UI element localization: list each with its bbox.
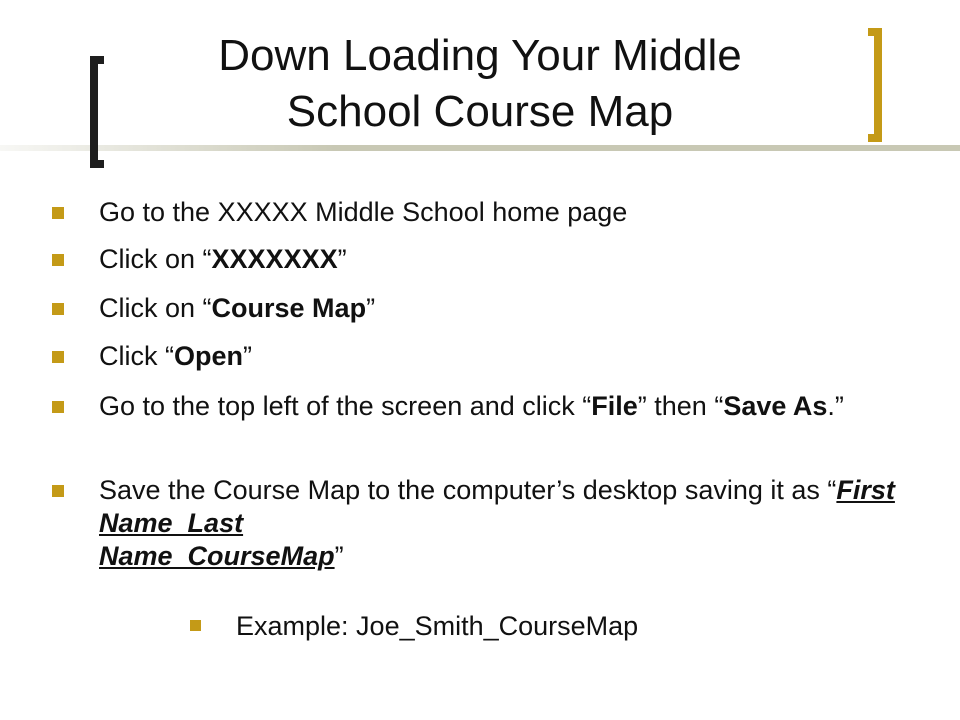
slide-title-line-2: School Course Map bbox=[286, 87, 674, 136]
filename-emphasis-line-1: First Name_Last bbox=[99, 475, 895, 538]
bullet-bold-text: Course Map bbox=[211, 293, 367, 323]
bullet-text: Save the Course Map to the computer’s desktop saving it as “First Name_Last Name_CourseMap” bbox=[99, 475, 895, 571]
bullet-square-icon bbox=[52, 485, 64, 497]
bullet-square-icon bbox=[52, 207, 64, 219]
bullet-text: Click on “Course Map” bbox=[99, 293, 376, 323]
filename-emphasis-line-2: Name_CourseMap bbox=[99, 541, 335, 571]
slide-title bbox=[110, 28, 850, 140]
sub-bullet-text: Example: Joe_Smith_CourseMap bbox=[236, 611, 639, 641]
bullet-text: Go to the top left of the screen and click “File” then “Save As.” bbox=[99, 391, 844, 421]
bullet-bold-text: File bbox=[591, 391, 638, 421]
bullet-square-icon bbox=[52, 254, 64, 266]
bullet-text: Go to the XXXXX Middle School home page bbox=[99, 197, 628, 227]
bullet-bold-text: Save As bbox=[723, 391, 828, 421]
slide-title-line-1: Down Loading Your Middle bbox=[218, 31, 742, 80]
bullet-square-icon bbox=[190, 620, 201, 631]
bullet-text: Click “Open” bbox=[99, 341, 253, 371]
right-bracket-decoration bbox=[868, 28, 882, 142]
bullet-square-icon bbox=[52, 303, 64, 315]
left-bracket-decoration bbox=[90, 56, 104, 168]
bullet-bold-text: Open bbox=[174, 341, 244, 371]
bullet-text: Click on “XXXXXXX” bbox=[99, 244, 347, 274]
bullet-square-icon bbox=[52, 401, 64, 413]
bullet-bold-text: XXXXXXX bbox=[211, 244, 338, 274]
title-divider-line bbox=[0, 145, 960, 151]
bullet-square-icon bbox=[52, 351, 64, 363]
